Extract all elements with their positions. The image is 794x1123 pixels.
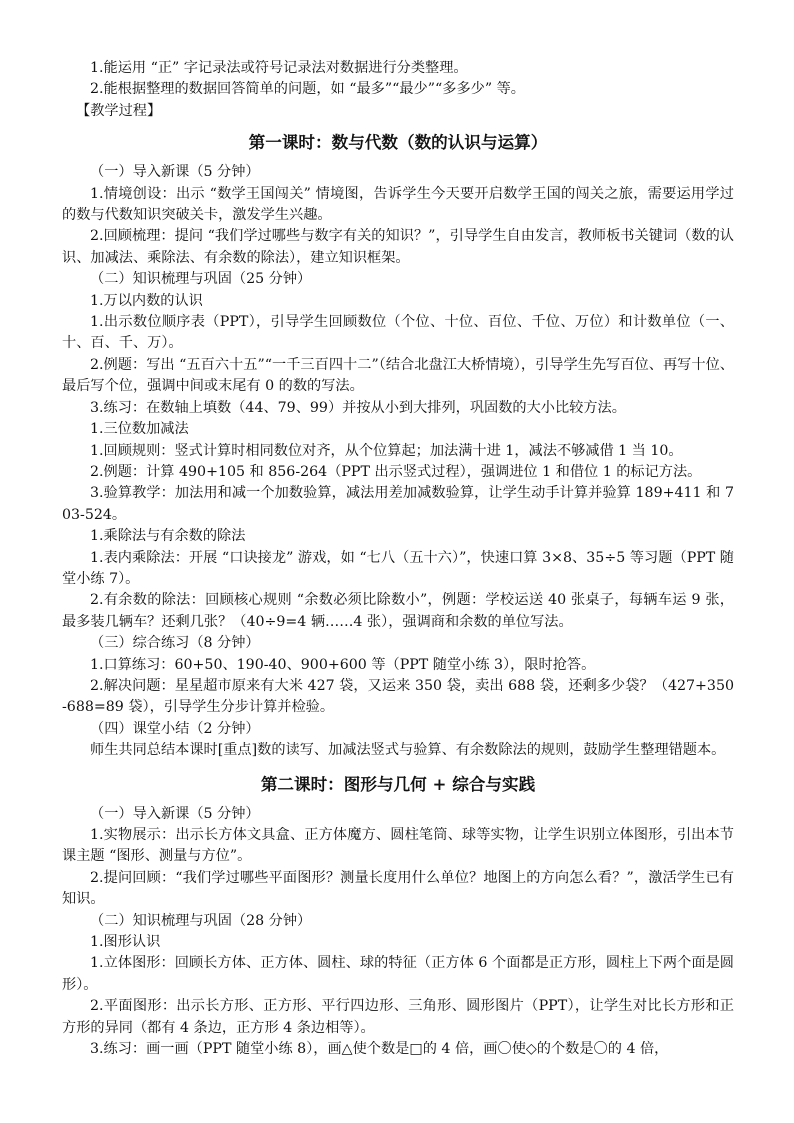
- objective-1: 1.能运用 “正” 字记录法或符号记录法对数据进行分类整理。: [90, 60, 468, 76]
- teaching-process-label: 【教学过程】: [76, 102, 162, 119]
- lesson1-section-review: （二）知识梳理与巩固（25 分钟）: [90, 271, 312, 288]
- lesson2-title: 第二课时：图形与几何 + 综合与实践: [260, 773, 536, 794]
- lesson1-practice-p2: 2.解决问题：星星超市原来有大米 427 袋，又运来 350 袋，卖出 688 袋，还剩多少袋？（427+350-688=89 袋），引导学生分步计算并检验。: [62, 677, 734, 716]
- lesson2-section-intro: （一）导入新课（5 分钟）: [90, 805, 260, 822]
- lesson1-intro-p1: 1.情境创设：出示 “数学王国闯关” 情境图，告诉学生今天要开启数学王国的闯关之旅，需要运用学过的数与代数知识突破关卡，激发学生兴趣。: [62, 185, 734, 224]
- lesson2-shapes-p1: 1.立体图形：回顾长方体、正方体、圆柱、球的特征（正方体 6 个面都是正方形，圆柱上下两个面是圆形）。: [62, 955, 734, 993]
- lesson2-intro-p1: 1.实物展示：出示长方体文具盒、正方体魔方、圆柱笔筒、球等实物，让学生识别立体图形，引出本节课主题 “图形、测量与方位”。: [62, 827, 734, 865]
- lesson1-numbers-p3: 3.练习：在数轴上填数（44、79、99）并按从小到大排列，巩固数的大小比较方法。: [90, 399, 626, 416]
- lesson1-numbers-p2: 2.例题：写出 “五百六十五”“一千三百四十二”（结合北盘江大桥情境），引导学生先写百位、再写十位、最后写个位，强调中间或末尾有 0 的数的写法。: [62, 356, 734, 395]
- lesson1-practice-p1: 1.口算练习：60+50、190-40、900+600 等（PPT 随堂小练 3），限时抢答。: [90, 656, 596, 673]
- lesson1-muldiv-p2: 2.有余数的除法：回顾核心规则 “余数必须比除数小”，例题：学校运送 40 张桌子，每辆车运 9 张，最多装几辆车？还剩几张？（40÷9=4 辆……4 张），强调商和余数的单位写法。: [62, 592, 734, 630]
- lesson2-intro-p2: 2.提问回顾：“我们学过哪些平面图形？测量长度用什么单位？地图上的方向怎么看？”，激活学生已有知识。: [62, 869, 734, 908]
- lesson1-numbers-p1: 1.出示数位顺序表（PPT），引导学生回顾数位（个位、十位、百位、千位、万位）和计数单位（一、十、百、千、万）。: [62, 314, 734, 352]
- lesson1-section-intro: （一）导入新课（5 分钟）: [90, 164, 260, 181]
- lesson1-muldiv-p1: 1.表内乘除法：开展 “口诀接龙” 游戏，如 “七八（五十六）”，快速口算 3×8、35÷5 等习题（PPT 随堂小练 7）。: [62, 549, 734, 587]
- lesson1-topic-addsub: 1.三位数加减法: [90, 421, 189, 438]
- lesson1-addsub-p1: 1.回顾规则：竖式计算时相同数位对齐，从个位算起；加法满十进 1，减法不够减借 1 当 10。: [90, 442, 683, 459]
- lesson1-topic-muldiv: 1.乘除法与有余数的除法: [90, 528, 246, 545]
- lesson1-title: 第一课时：数与代数（数的认识与运算）: [248, 132, 548, 153]
- lesson1-section-summary: （四）课堂小结（2 分钟）: [90, 720, 260, 737]
- lesson1-intro-p2: 2.回顾梳理：提问 “我们学过哪些与数字有关的知识？”，引导学生自由发言，教师板书关键词（数的认识、加减法、乘除法、有余数的除法），建立知识框架。: [62, 228, 734, 266]
- lesson1-section-practice: （三）综合练习（8 分钟）: [90, 635, 260, 652]
- lesson2-shapes-p2: 2.平面图形：出示长方形、正方形、平行四边形、三角形、圆形图片（PPT），让学生对比长方形和正方形的异同（都有 4 条边，正方形 4 条边相等）。: [62, 998, 734, 1036]
- lesson2-topic-shapes: 1.图形认识: [90, 934, 161, 951]
- lesson1-addsub-p2: 2.例题：计算 490+105 和 856-264（PPT 出示竖式过程），强调进位 1 和借位 1 的标记方法。: [90, 463, 702, 480]
- lesson1-addsub-p3: 3.验算教学：加法用和减一个加数验算，减法用差加减数验算，让学生动手计算并验算 189+411 和 703-524。: [62, 485, 734, 523]
- lesson2-section-review: （二）知识梳理与巩固（28 分钟）: [90, 912, 312, 929]
- lesson2-shapes-p3: 3.练习：画一画（PPT 随堂小练 8），画△使个数是□的 4 倍，画〇使◇的个数是〇的 4 倍，: [90, 1041, 669, 1058]
- lesson1-topic-numbers: 1.万以内数的认识: [90, 292, 203, 309]
- lesson1-summary-p1: 师生共同总结本课时[重点]数的读写、加减法竖式与验算、有余数除法的规则，鼓励学生整理错题本。: [90, 742, 726, 759]
- objective-2: 2.能根据整理的数据回答简单的问题，如 “最多”“最少”“多多少” 等。: [90, 81, 525, 98]
